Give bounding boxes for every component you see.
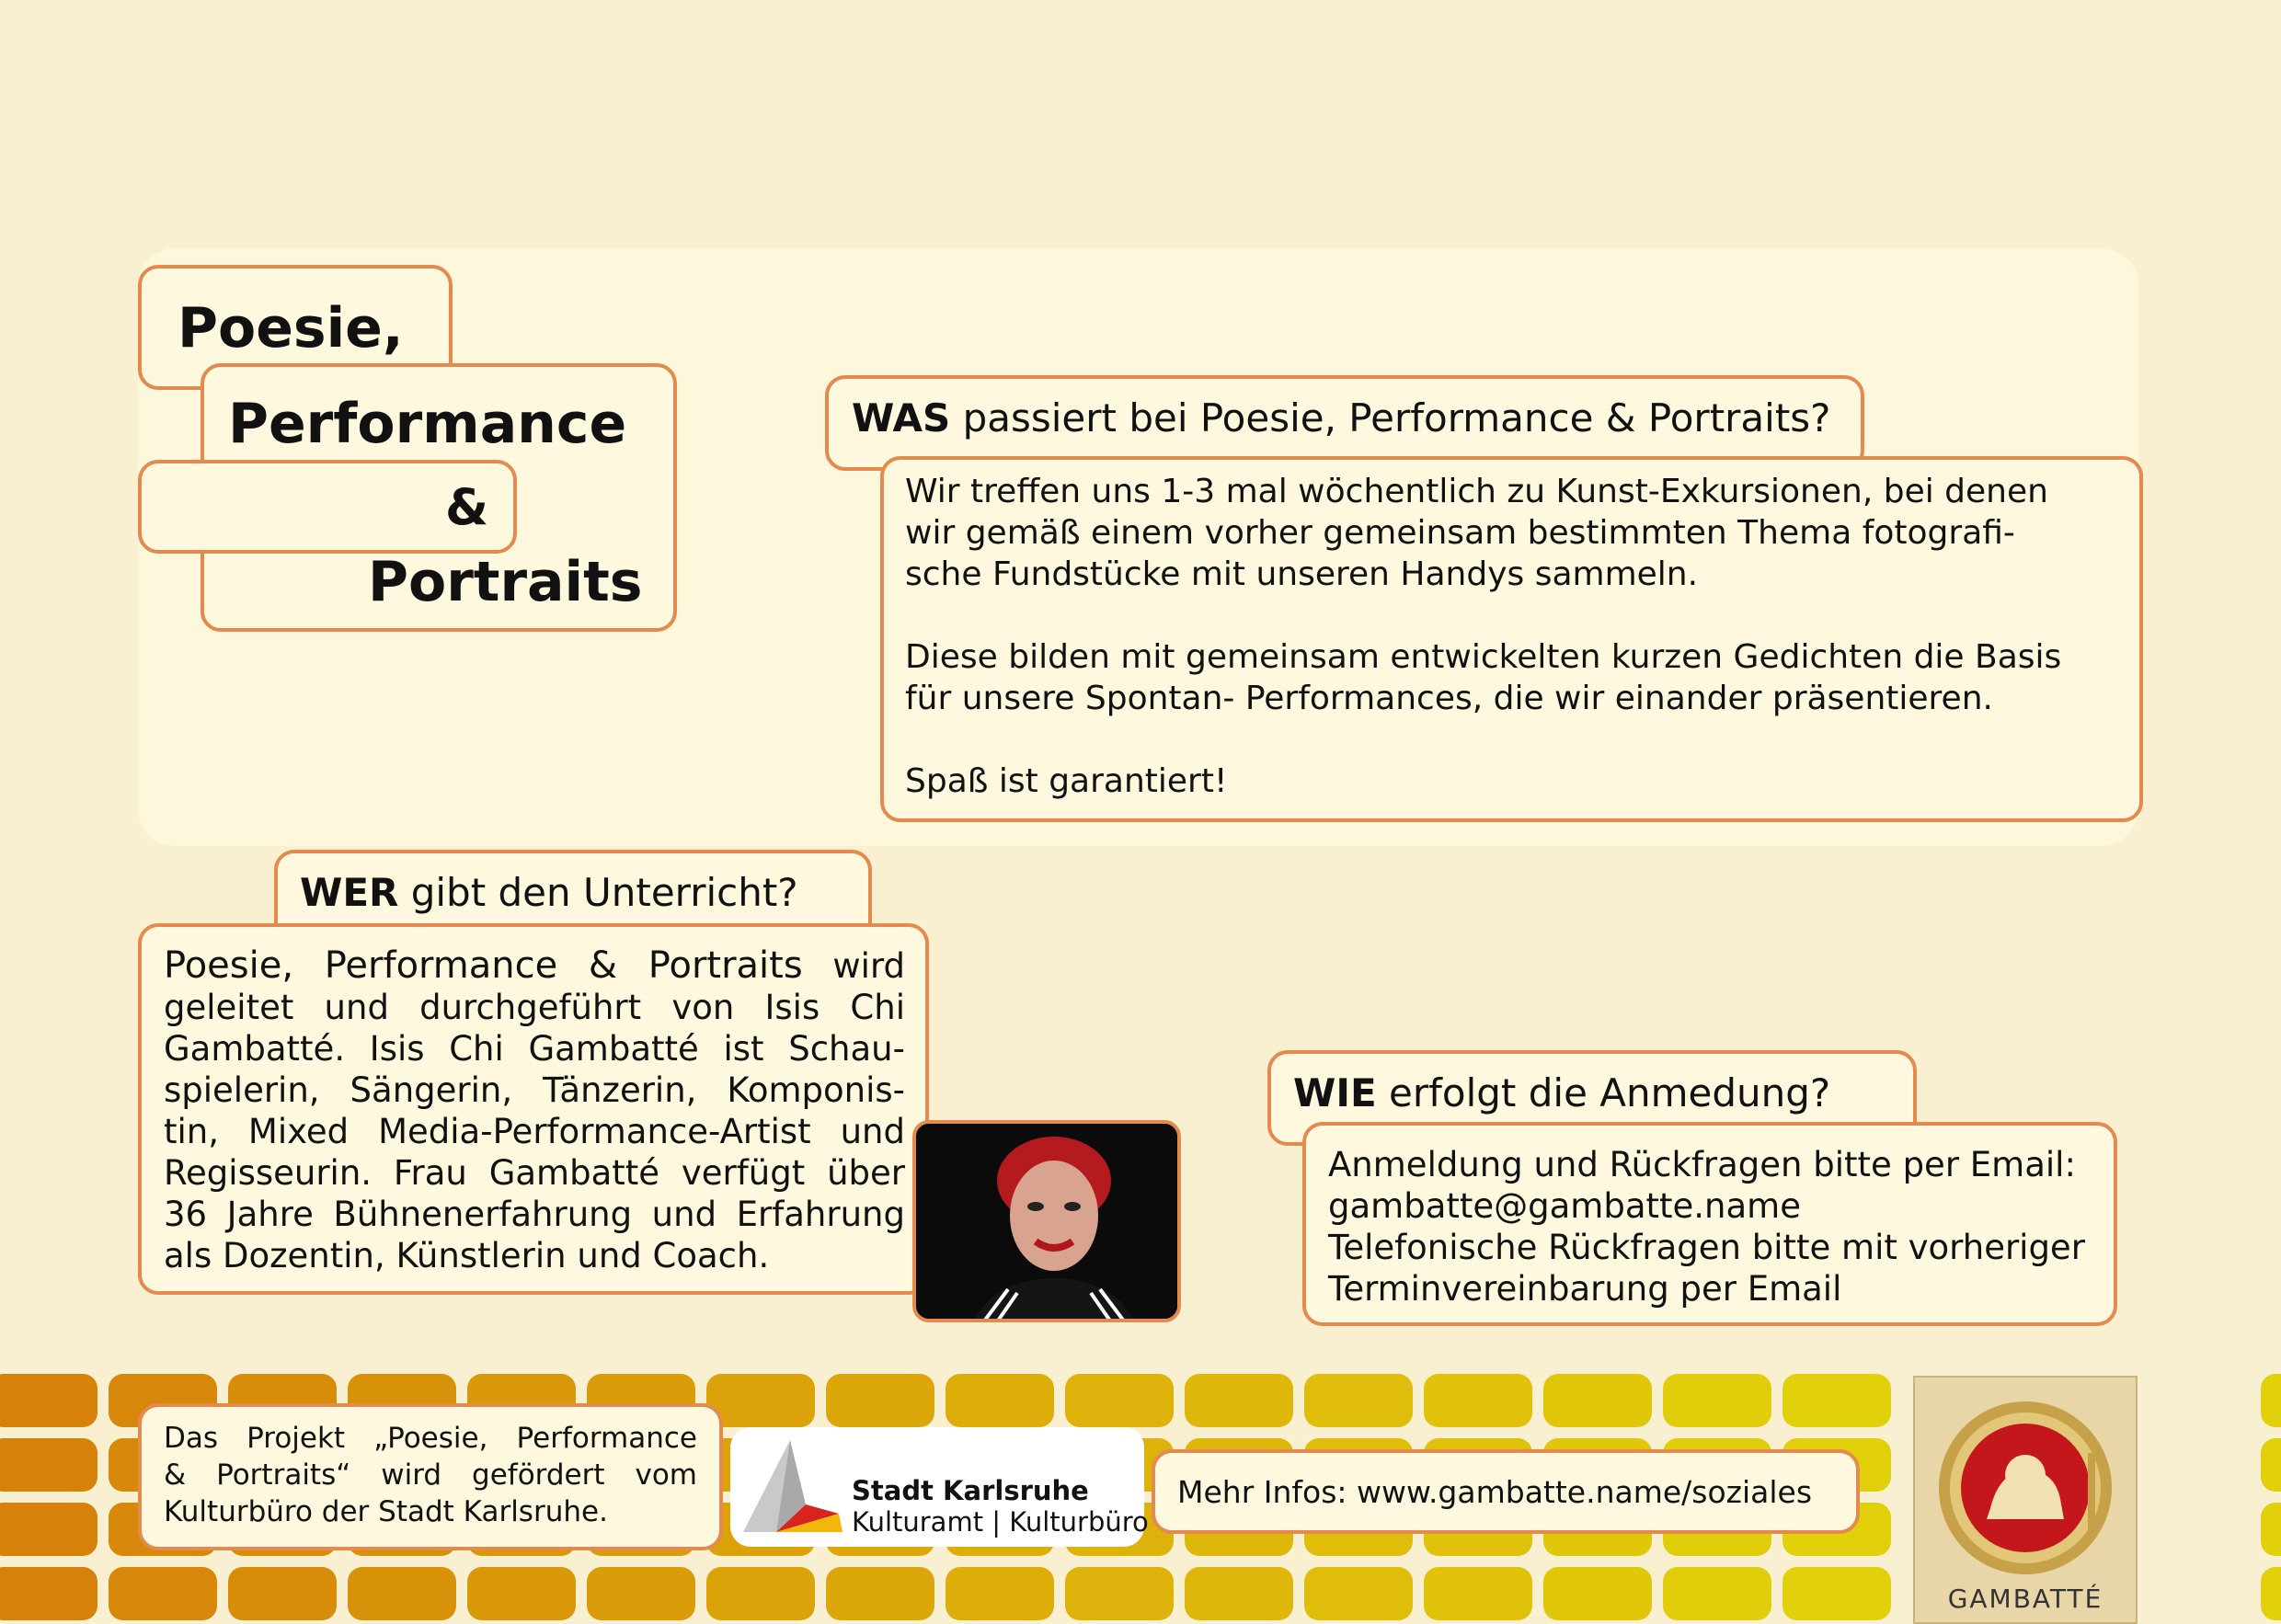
tile: [826, 1567, 934, 1620]
tile: [1663, 61, 1771, 114]
tile: [1424, 1374, 1532, 1427]
tile: [2261, 1374, 2281, 1427]
was-heading: WAS passiert bei Poesie, Performance & Portraits?: [852, 395, 1831, 440]
tile: [1424, 189, 1532, 243]
tile: [1782, 0, 1891, 50]
tile: [228, 189, 337, 243]
title-line-3: &: [445, 478, 489, 536]
tile: [0, 1567, 97, 1620]
title-line-4: Portraits: [368, 550, 643, 614]
tile: [1065, 1567, 1174, 1620]
tile: [0, 61, 97, 114]
tile: [1424, 61, 1532, 114]
tile: [706, 1567, 815, 1620]
tile: [228, 125, 337, 178]
tile: [1065, 189, 1174, 243]
tile: [706, 125, 815, 178]
tile: [348, 1567, 456, 1620]
wie-text: Anmeldung und Rückfragen bitte per Email: gambatte@gambatte.name Telefonische Rückfragen bitte mit vorheriger Terminvereinbarung per Email: [1328, 1145, 2085, 1309]
contact-email[interactable]: gambatte@gambatte.name: [1328, 1186, 1801, 1226]
tile: [1065, 1374, 1174, 1427]
tile: [946, 0, 1054, 50]
portrait-photo: [912, 1120, 1181, 1322]
tile: [1782, 125, 1891, 178]
tile: [348, 189, 456, 243]
title-line-2: Performance: [228, 392, 627, 456]
tile: [0, 0, 97, 50]
tile: [2022, 61, 2130, 114]
tile: [2261, 0, 2281, 50]
tile: [1663, 125, 1771, 178]
tile: [1304, 1374, 1413, 1427]
title-line-1: Poesie,: [178, 296, 404, 360]
tile: [706, 61, 815, 114]
tile: [1185, 125, 1293, 178]
tile: [706, 0, 815, 50]
tile: [1185, 189, 1293, 243]
tile: [1304, 0, 1413, 50]
was-text: Wir treffen uns 1-3 mal wöchentlich zu Kunst-Exkursionen, bei denen wir gemäß einem vorher gemeinsam bestimmten Thema fotografi- sche Fundstücke mit unseren Handys sammeln. Diese bilden mit gemeinsam entwickelten kurzen Gedichten die Basis für unsere Spontan- Performances, die wir einander präsentieren. Spaß ist garantiert!: [905, 473, 2062, 800]
tile: [2141, 189, 2250, 243]
tile: [826, 189, 934, 243]
wer-text: Poesie, Performance & Portraits wird geleitet und durchgeführt von Isis Chi Gambatté. Isis Chi Gambatté ist Schau- spielerin, Sängerin, Tänzerin, Komponis- tin, Mixed Media-Performance-Artist und Regisseurin. Frau Gambatté verfügt über 36 Jahre Bühnenerfahrung und Erfahrung als Dozentin, Künstlerin und Coach.: [164, 944, 905, 1275]
tile: [1185, 0, 1293, 50]
more-info-link[interactable]: Mehr Infos: www.gambatte.name/soziales: [1177, 1474, 1813, 1510]
tile: [0, 1374, 97, 1427]
tile: [348, 61, 456, 114]
tile: [1304, 125, 1413, 178]
tile: [706, 1374, 815, 1427]
tile: [0, 1438, 97, 1492]
tile: [1185, 1567, 1293, 1620]
tile: [587, 0, 695, 50]
tile: [228, 1567, 337, 1620]
tile: [706, 189, 815, 243]
tile: [587, 61, 695, 114]
tile: [587, 189, 695, 243]
wie-heading: WIE erfolgt die Anmedung?: [1293, 1070, 1831, 1115]
tile: [467, 0, 576, 50]
tile: [826, 1374, 934, 1427]
tile: [1065, 61, 1174, 114]
tile: [1304, 1567, 1413, 1620]
tile: [1185, 1374, 1293, 1427]
tile: [2141, 125, 2250, 178]
tile: [1902, 61, 2011, 114]
tile: [1782, 1374, 1891, 1427]
tile: [1065, 0, 1174, 50]
karlsruhe-dept: Kulturamt | Kulturbüro: [852, 1506, 1149, 1538]
tile: [1663, 1567, 1771, 1620]
tile: [228, 0, 337, 50]
tile: [109, 61, 217, 114]
tile: [0, 125, 97, 178]
tile: [946, 1567, 1054, 1620]
tile: [1543, 1567, 1652, 1620]
tile: [946, 125, 1054, 178]
tile: [2141, 0, 2250, 50]
tile: [348, 0, 456, 50]
tile: [228, 61, 337, 114]
tile: [1782, 1567, 1891, 1620]
tile: [2261, 1438, 2281, 1492]
tile: [1065, 125, 1174, 178]
tile: [2261, 61, 2281, 114]
tile: [2261, 1567, 2281, 1620]
gambatte-logo: [1913, 1376, 2138, 1624]
tile: [1902, 189, 2011, 243]
tile: [826, 125, 934, 178]
tile: [467, 125, 576, 178]
tile: [946, 189, 1054, 243]
tile: [1543, 0, 1652, 50]
tile: [2261, 1503, 2281, 1556]
tile: [1782, 189, 1891, 243]
tile: [1543, 125, 1652, 178]
gambatte-logo-text: GAMBATTÉ: [1947, 1584, 2103, 1614]
tile: [2022, 0, 2130, 50]
tile: [1185, 61, 1293, 114]
tile: [1543, 1374, 1652, 1427]
tile: [1902, 0, 2011, 50]
tile: [1304, 61, 1413, 114]
tile: [826, 61, 934, 114]
wer-heading: WER gibt den Unterricht?: [300, 870, 798, 915]
karlsruhe-name: Stadt Karlsruhe: [852, 1475, 1089, 1506]
tile: [2022, 189, 2130, 243]
tile: [2022, 125, 2130, 178]
tile: [946, 61, 1054, 114]
tile: [467, 189, 576, 243]
tile: [1424, 0, 1532, 50]
tile: [109, 0, 217, 50]
tile: [109, 189, 217, 243]
tile: [587, 1567, 695, 1620]
tile: [1902, 125, 2011, 178]
tile: [1663, 1374, 1771, 1427]
tile: [946, 1374, 1054, 1427]
tile: [1543, 189, 1652, 243]
tile: [467, 61, 576, 114]
tile: [2141, 61, 2250, 114]
tile: [1663, 189, 1771, 243]
tile: [1304, 189, 1413, 243]
tile: [587, 125, 695, 178]
karlsruhe-logo: [730, 1427, 1149, 1547]
tile: [348, 125, 456, 178]
tile: [0, 189, 97, 243]
lion-seal-icon: [1935, 1398, 2115, 1578]
tile: [1782, 61, 1891, 114]
tile: [826, 0, 934, 50]
tile: [1424, 1567, 1532, 1620]
tile: [1543, 61, 1652, 114]
tile: [0, 1503, 97, 1556]
tile: [109, 125, 217, 178]
tile: [109, 1567, 217, 1620]
tile: [467, 1567, 576, 1620]
funding-text: Das Projekt „Poesie, Performance & Portraits“ wird gefördert vom Kulturbüro der Stadt Karlsruhe.: [164, 1422, 697, 1528]
karlsruhe-triangle-icon: [739, 1436, 850, 1539]
tile: [1424, 125, 1532, 178]
tile: [1663, 0, 1771, 50]
